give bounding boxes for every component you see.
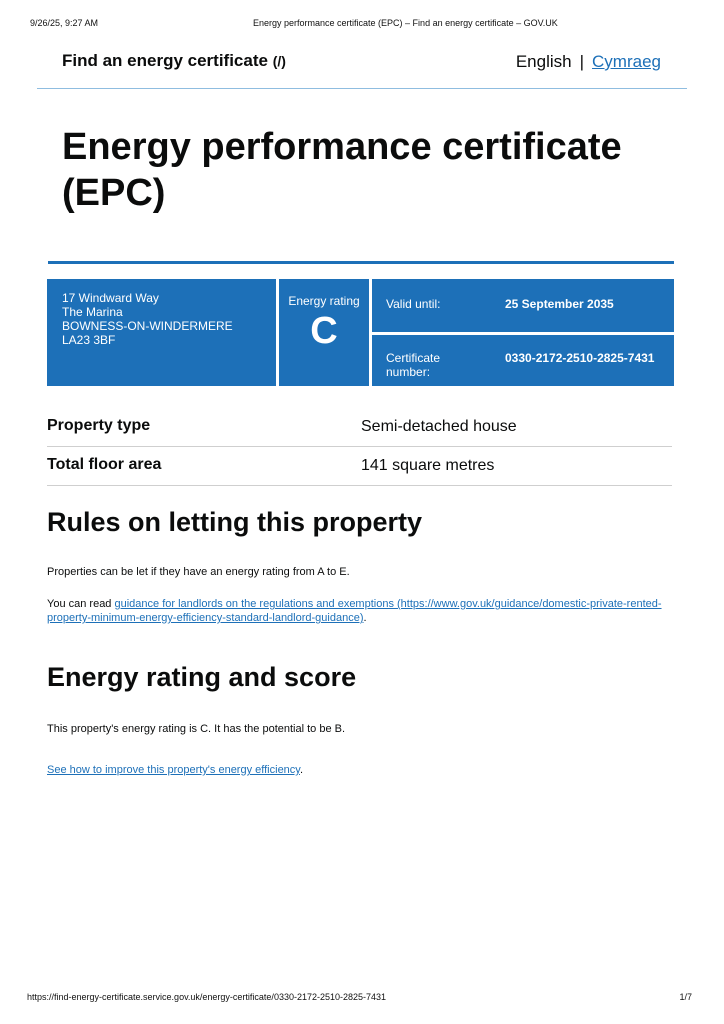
print-page-number: 1/7	[679, 992, 692, 1002]
floor-area-label: Total floor area	[47, 456, 162, 473]
service-name-link[interactable]	[62, 51, 286, 71]
property-type-row	[47, 408, 672, 447]
address-line: LA23 3BF	[62, 333, 116, 347]
improve-efficiency-suffix: .	[299, 764, 304, 776]
print-page-title: Energy performance certificate (EPC) – Find an energy certificate – GOV.UK	[253, 18, 558, 28]
energy-rating-label: Energy rating	[288, 294, 360, 308]
address-line: The Marina	[62, 305, 123, 319]
address-line: BOWNESS-ON-WINDERMERE	[62, 319, 233, 333]
service-name-text: Find an energy certificate	[62, 51, 268, 70]
title-divider	[48, 261, 674, 264]
language-link-cymraeg[interactable]: Cymraeg	[592, 52, 661, 71]
floor-area-value: 141 square metres	[361, 457, 495, 474]
valid-until-value: 25 September 2035	[505, 297, 614, 311]
certificate-number-box	[372, 335, 674, 386]
page-title: Energy performance certificate (EPC)	[62, 126, 622, 214]
print-footer-url: https://find-energy-certificate.service.gov.uk/energy-certificate/0330-2172-2510-2825-7431	[27, 992, 387, 1002]
improve-efficiency-paragraph	[47, 763, 303, 777]
rules-heading: Rules on letting this property	[47, 507, 423, 537]
address-box	[47, 279, 276, 386]
valid-until-box	[372, 279, 674, 332]
energy-rating-value: C	[310, 310, 338, 352]
language-switcher	[516, 52, 661, 72]
print-datetime: 9/26/25, 9:27 AM	[30, 18, 99, 28]
rules-guidance-paragraph	[47, 597, 667, 625]
energy-rating-box	[279, 279, 369, 386]
landlord-guidance-link[interactable]: guidance for landlords on the regulations and exemptions (https://www.gov.uk/guidance/domestic-private-rented-property-minimum-energy-efficiency-standard-landlord-guidance)	[47, 598, 662, 624]
property-type-value: Semi-detached house	[361, 418, 517, 435]
property-type-label: Property type	[47, 417, 151, 434]
rules-paragraph: Properties can be let if they have an energy rating from A to E.	[47, 566, 350, 578]
site-header	[37, 37, 687, 89]
improve-efficiency-link[interactable]: See how to improve this property's energy efficiency	[47, 764, 300, 776]
certificate-number-value: 0330-2172-2510-2825-7431	[505, 351, 655, 365]
service-link-hint: (/)	[272, 53, 286, 69]
energy-heading: Energy rating and score	[47, 662, 357, 692]
floor-area-row	[47, 447, 672, 486]
energy-paragraph: This property's energy rating is C. It has the potential to be B.	[47, 723, 346, 735]
language-current: English	[515, 52, 572, 71]
rules-guidance-prefix: You can read	[47, 598, 115, 610]
epc-summary	[47, 279, 674, 386]
rules-guidance-suffix: .	[363, 612, 367, 624]
valid-until-label: Valid until:	[386, 297, 441, 311]
certificate-number-label: Certificate number:	[386, 351, 441, 379]
address-line: 17 Windward Way	[62, 291, 159, 305]
language-separator: |	[579, 52, 585, 71]
